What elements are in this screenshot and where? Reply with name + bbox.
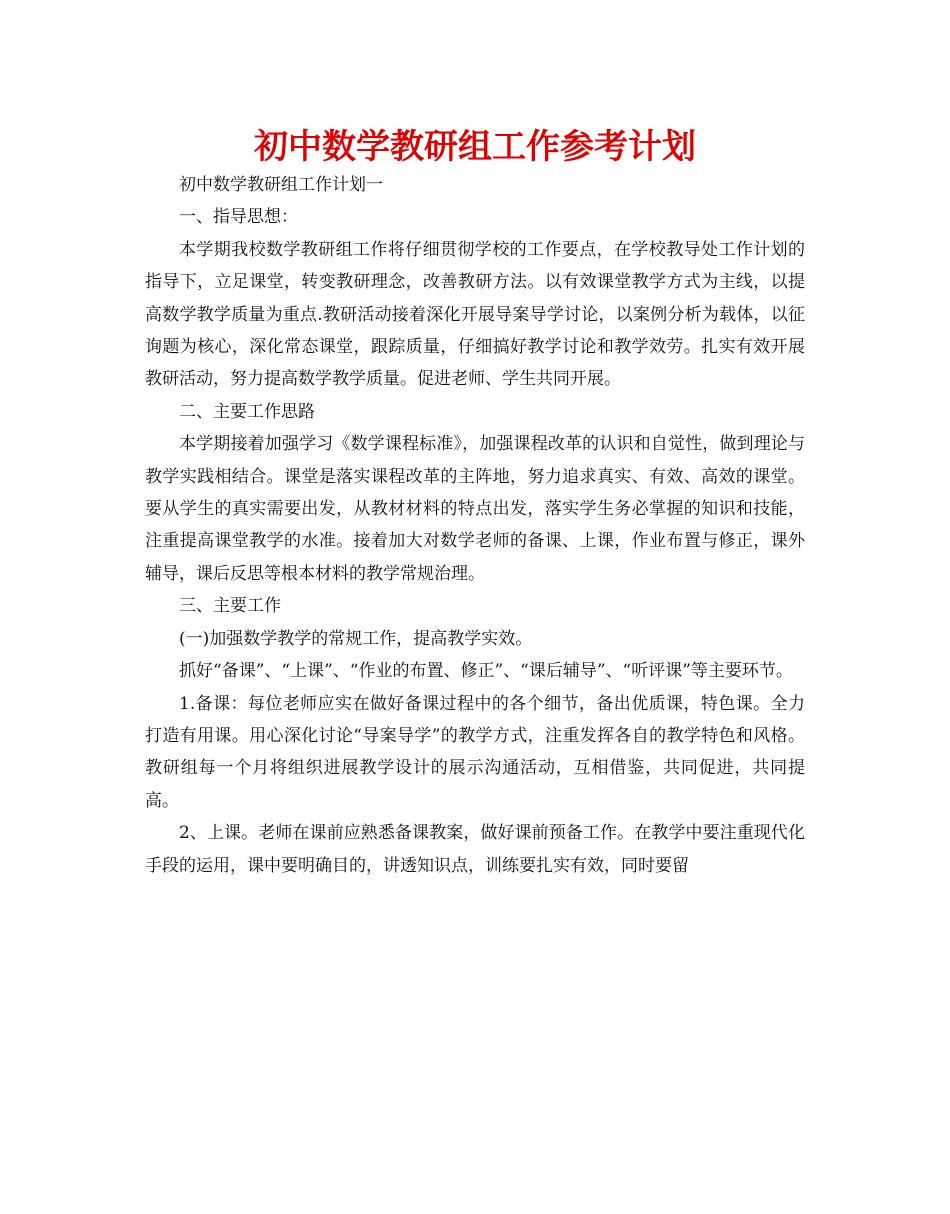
document-body	[145, 169, 805, 882]
heading-main-work-1: (一)加强数学教学的常规工作，提高教学实效。	[179, 628, 533, 649]
heading-guiding-thought: 一、指导思想：	[179, 207, 298, 228]
heading-main-work: 三、主要工作	[179, 596, 281, 617]
paragraph-subtitle: 初中数学教研组工作计划一	[179, 175, 383, 195]
document-title: 初中数学教研组工作参考计划	[254, 127, 696, 167]
paragraph-lesson-prep: 1.备课：每位老师应实在做好备课过程中的各个细节，备出优质课，特色课。全力打造有用课。用心深化讨论“导案导学”的教学方式，注重发挥各自的教学特色和风格。教研组每一个月将组织进展教学设计的展示沟通活动，互相借鉴，共同促进，共同提高。	[145, 693, 805, 811]
heading-work-approach: 二、主要工作思路	[179, 401, 315, 422]
paragraph-work-approach: 本学期接着加强学习《数学课程标准》，加强课程改革的认识和自觉性，做到理论与教学实践相结合。课堂是落实课程改革的主阵地，努力追求真实、有效、高效的课堂。要从学生的真实需要出发，从教材材料的特点出发，落实学生务必掌握的知识和技能，注重提高课堂教学的水准。接着加大对数学老师的备课、上课，作业布置与修正，课外辅导，课后反思等根本材料的教学常规治理。	[145, 434, 805, 584]
paragraph-class-teaching: 2、上课。老师在课前应熟悉备课教案，做好课前预备工作。在教学中要注重现代化手段的运用，课中要明确目的，讲透知识点，训练要扎实有效，同时要留	[145, 823, 805, 876]
paragraph-guiding-thought: 本学期我校数学教研组工作将仔细贯彻学校的工作要点，在学校教导处工作计划的指导下，立足课堂，转变教研理念，改善教研方法。以有效课堂教学方式为主线，以提高数学教学质量为重点.教研活动接着深化开展导案导学讨论，以案例分析为载体，以征询题为核心，深化常态课堂，跟踪质量，仔细搞好教学讨论和教学效劳。扎实有效开展教研活动，努力提高数学教学质量。促进老师、学生共同开展。	[145, 239, 805, 390]
paragraph-key-links: 抓好“备课”、“上课”、“作业的布置、修正”、“课后辅导”、“听评课”等主要环节。	[179, 661, 793, 682]
